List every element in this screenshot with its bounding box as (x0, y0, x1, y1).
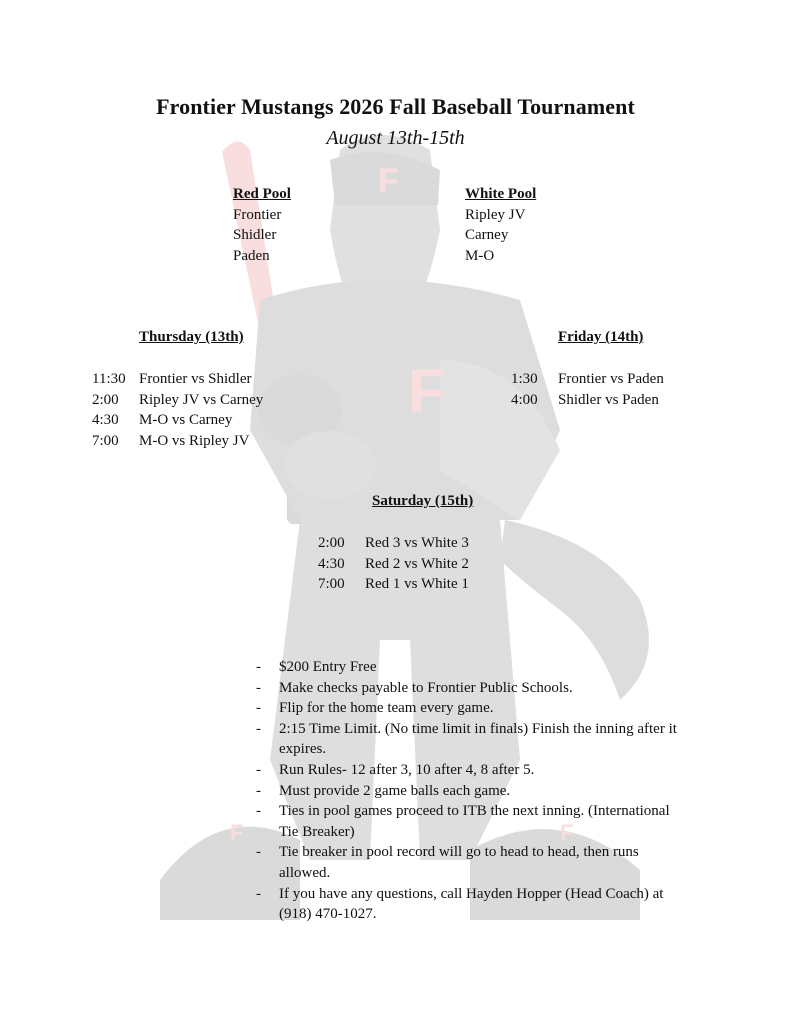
rule-item: - Ties in pool games proceed to ITB the next inning. (International Tie Breaker) (256, 803, 670, 840)
saturday-matchups (365, 533, 469, 595)
white-pool-heading: White Pool (465, 186, 537, 202)
game-matchup: M-O vs Ripley JV (139, 432, 250, 449)
rule-item: - Must provide 2 game balls each game. (256, 781, 706, 802)
page-title: Frontier Mustangs 2026 Fall Baseball Tournament (156, 94, 635, 119)
game-matchup: Red 2 vs White 2 (365, 555, 469, 572)
game-time: 4:00 (511, 391, 538, 408)
bullet-dash: - (256, 700, 261, 717)
game-matchup: Ripley JV vs Carney (139, 391, 264, 408)
rule-item: - Make checks payable to Frontier Public Schools. (256, 678, 706, 699)
red-pool-team: Frontier (233, 206, 282, 223)
game-matchup: M-O vs Carney (139, 412, 233, 428)
rule-item: - Flip for the home team every game. (256, 698, 706, 719)
game-time: 4:30 (92, 412, 119, 428)
svg-text:F: F (408, 357, 446, 426)
svg-text:F: F (230, 820, 244, 845)
game-time: 2:00 (318, 535, 345, 551)
bullet-dash: - (256, 782, 261, 799)
white-pool-team: Carney (465, 227, 509, 243)
red-pool-team: Shidler (233, 227, 277, 243)
bullet-dash: - (256, 659, 261, 675)
bullet-dash: - (256, 720, 261, 737)
red-pool-team: Paden (233, 247, 270, 264)
tournament-dates: August 13th-15th (326, 127, 465, 149)
saturday-heading: Saturday (15th) (372, 493, 474, 509)
rules-list (256, 657, 706, 925)
saturday-times (318, 533, 345, 595)
bullet-dash: - (256, 761, 261, 778)
white-pool (465, 184, 536, 266)
game-matchup: Frontier vs Paden (558, 371, 664, 387)
game-time: 2:00 (92, 391, 119, 408)
bullet-dash: - (256, 679, 261, 696)
rule-item: - If you have any questions, call Hayden Hopper (Head Coach) at (918) 470-1027. (256, 885, 664, 923)
red-pool (233, 184, 291, 266)
game-time: 7:00 (318, 576, 345, 592)
friday-heading: Friday (14th) (558, 329, 644, 345)
red-pool-heading: Red Pool (233, 186, 291, 202)
bullet-dash: - (256, 885, 261, 902)
bullet-dash: - (256, 844, 261, 861)
rule-item: - $200 Entry Free (256, 657, 706, 678)
white-pool-team: Ripley JV (465, 206, 526, 223)
game-matchup: Frontier vs Shidler (139, 371, 252, 387)
bullet-dash: - (256, 803, 261, 820)
game-time: 1:30 (511, 371, 538, 387)
thursday-matchups (139, 369, 263, 451)
thursday-heading: Thursday (13th) (139, 329, 244, 345)
white-pool-team: M-O (465, 247, 495, 264)
game-matchup: Red 3 vs White 3 (365, 535, 469, 551)
thursday-times (92, 369, 126, 451)
friday-matchups (558, 369, 664, 410)
game-matchup: Red 1 vs White 1 (365, 576, 469, 592)
game-time: 4:30 (318, 555, 345, 572)
game-time: 7:00 (92, 432, 119, 449)
rule-item: - Run Rules- 12 after 3, 10 after 4, 8 after 5. (256, 760, 706, 781)
rule-item: - Tie breaker in pool record will go to head to head, then runs allowed. (256, 844, 639, 881)
rule-item: - 2:15 Time Limit. (No time limit in finals) Finish the inning after it expires. (256, 720, 677, 758)
svg-text:F: F (378, 162, 399, 200)
game-time: 11:30 (92, 371, 126, 387)
friday-times (511, 369, 538, 410)
svg-text:F: F (560, 820, 574, 845)
game-matchup: Shidler vs Paden (558, 391, 659, 408)
